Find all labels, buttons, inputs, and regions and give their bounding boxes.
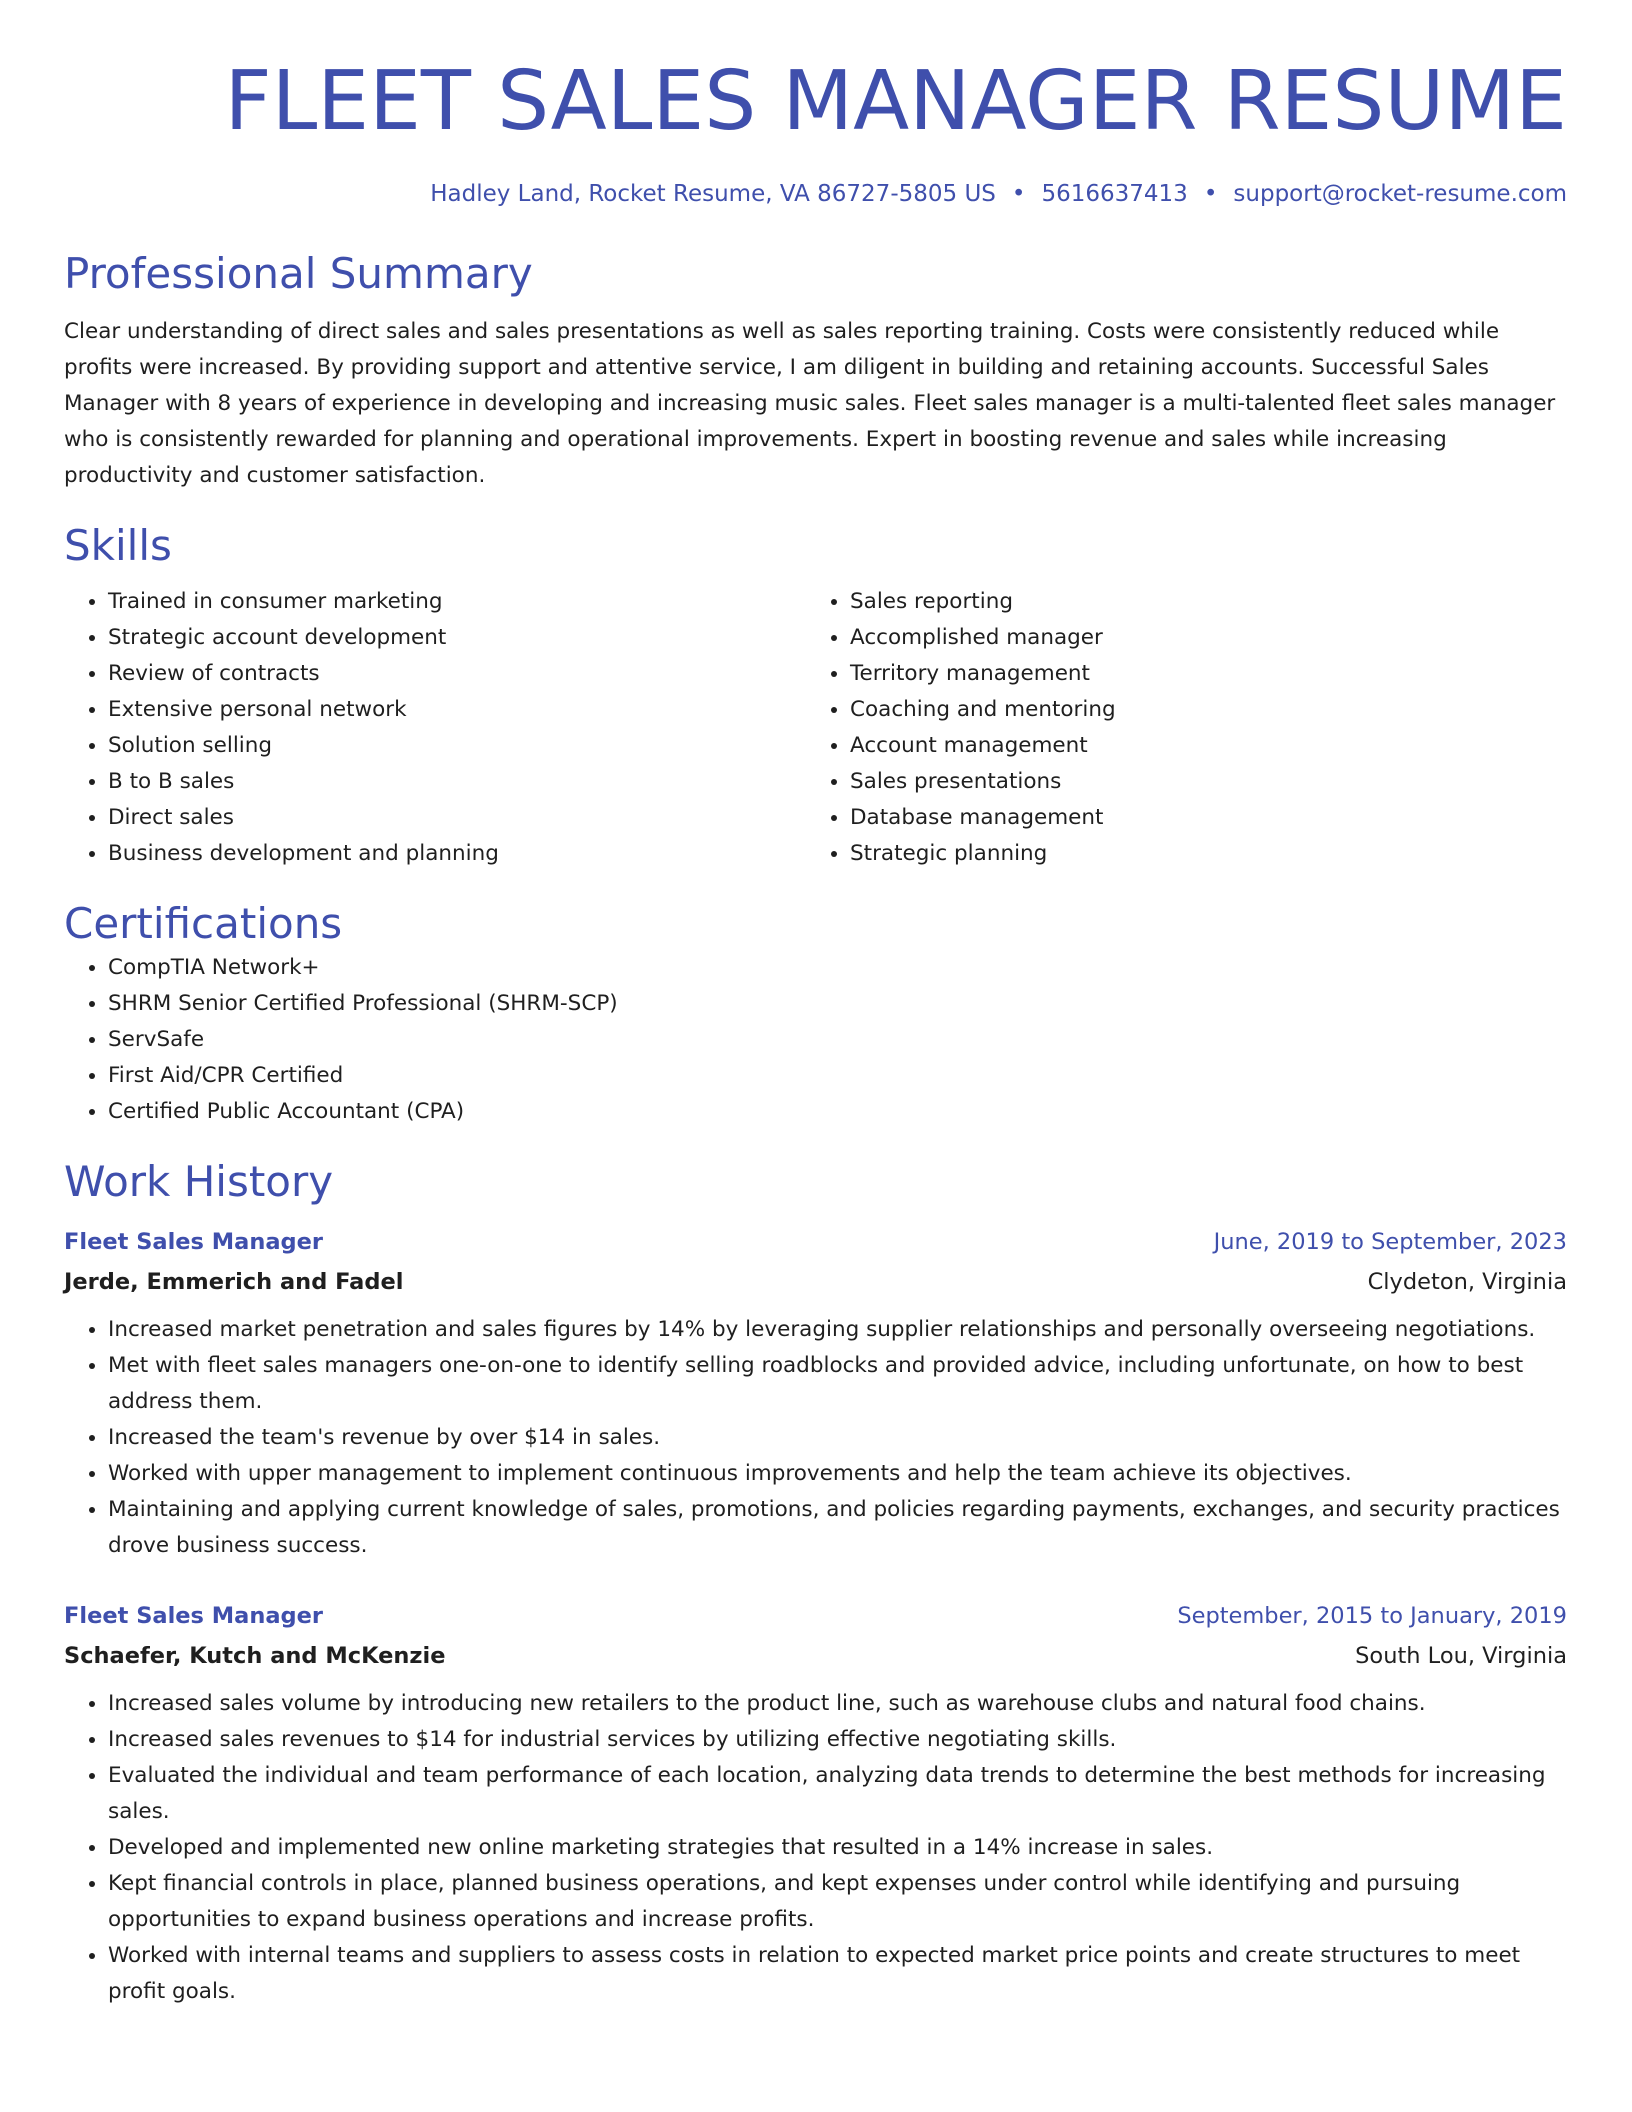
skill-item: • Business development and planning — [108, 836, 806, 872]
skill-item: • Sales reporting — [850, 584, 1548, 620]
job-bullet: • Maintaining and applying current knowledge of sales, promotions, and policies regarding payments, exchanges, and security practices drove business success. — [108, 1492, 1567, 1564]
skills-column-left — [64, 584, 806, 872]
contact-email[interactable]: support@rocket-resume.com — [1233, 181, 1567, 207]
job-dates: June, 2019 to September, 2023 — [1213, 1229, 1567, 1255]
contact-separator: • — [1203, 181, 1218, 207]
skill-item: • Direct sales — [108, 800, 806, 836]
contact-line — [64, 178, 1567, 210]
certifications-heading: Certifications — [64, 899, 343, 948]
certification-item: • ServSafe — [108, 1022, 1567, 1058]
job-bullet: • Kept financial controls in place, planned business operations, and kept expenses under control while identifying and pursuing opportunities to expand business operations and increase profits. — [108, 1866, 1567, 1938]
job-bullet: • Worked with upper management to implement continuous improvements and help the team achieve its objectives. — [108, 1456, 1567, 1492]
skill-item: • Extensive personal network — [108, 692, 806, 728]
certifications-list — [64, 950, 1567, 1130]
page-title: FLEET SALES MANAGER RESUME — [224, 54, 1567, 149]
contact-separator: • — [1011, 181, 1026, 207]
skill-item: • Coaching and mentoring — [850, 692, 1548, 728]
job-dates: September, 2015 to January, 2019 — [1177, 1603, 1567, 1629]
job-bullet: • Increased sales revenues to $14 for industrial services by utilizing effective negotiating skills. — [108, 1722, 1567, 1758]
job-company-row — [64, 1636, 1567, 1676]
certification-item: • SHRM Senior Certified Professional (SHRM-SCP) — [108, 986, 1567, 1022]
job-bullets — [64, 1312, 1567, 1564]
skills-column-right — [806, 584, 1548, 872]
job-bullet: • Increased sales volume by introducing new retailers to the product line, such as warehouse clubs and natural food chains. — [108, 1686, 1567, 1722]
job-location: Clydeton, Virginia — [1367, 1269, 1567, 1295]
job-location: South Lou, Virginia — [1355, 1643, 1567, 1669]
skill-item: • Solution selling — [108, 728, 806, 764]
job-bullet: • Met with fleet sales managers one-on-one to identify selling roadblocks and provided advice, including unfortunate, on how to best address them. — [108, 1348, 1567, 1420]
job-bullet: • Worked with internal teams and suppliers to assess costs in relation to expected market price points and create structures to meet profit goals. — [108, 1938, 1567, 2010]
job-title-row — [64, 1596, 1567, 1636]
job-company-row — [64, 1262, 1567, 1302]
resume-page — [64, 0, 1567, 2010]
job-bullet: • Increased market penetration and sales figures by 14% by leveraging supplier relationships and personally overseeing negotiations. — [108, 1312, 1567, 1348]
skill-item: • Database management — [850, 800, 1548, 836]
job-bullets — [64, 1686, 1567, 2010]
job-title: Fleet Sales Manager — [64, 1603, 324, 1629]
job-entry — [64, 1596, 1567, 2010]
skill-item: • B to B sales — [108, 764, 806, 800]
job-bullet: • Evaluated the individual and team performance of each location, analyzing data trends to determine the best methods for increasing sales. — [108, 1758, 1567, 1830]
skill-item: • Review of contracts — [108, 656, 806, 692]
skill-item: • Accomplished manager — [850, 620, 1548, 656]
skill-item: • Strategic planning — [850, 836, 1548, 872]
certification-item: • Certified Public Accountant (CPA) — [108, 1094, 1567, 1130]
job-bullet: • Developed and implemented new online marketing strategies that resulted in a 14% increase in sales. — [108, 1830, 1567, 1866]
certification-item: • CompTIA Network+ — [108, 950, 1567, 986]
job-bullet: • Increased the team's revenue by over $14 in sales. — [108, 1420, 1567, 1456]
work-history-heading: Work History — [64, 1157, 334, 1206]
summary-text: Clear understanding of direct sales and sales presentations as well as sales reporting training. Costs were consistently reduced while profits were increased. By providing support and attentive service, I am diligent in building and retaining accounts. Successful Sales Manager with 8 years of experience in developing and increasing music sales. Fleet sales manager is a multi-talented fleet sales manager who is consistently rewarded for planning and operational improvements. Expert in boosting revenue and sales while increasing productivity and customer satisfaction. — [64, 319, 1556, 488]
job-title-row — [64, 1222, 1567, 1262]
certification-item: • First Aid/CPR Certified — [108, 1058, 1567, 1094]
contact-phone[interactable]: 5616637413 — [1041, 181, 1188, 207]
summary-heading: Professional Summary — [64, 249, 533, 298]
skills-list — [64, 584, 1567, 872]
skills-heading: Skills — [64, 521, 172, 570]
contact-address: Hadley Land, Rocket Resume, VA 86727-5805 US — [430, 181, 996, 207]
skill-item: • Strategic account development — [108, 620, 806, 656]
job-company: Schaefer, Kutch and McKenzie — [64, 1643, 446, 1669]
skill-item: • Trained in consumer marketing — [108, 584, 806, 620]
job-entry — [64, 1222, 1567, 1564]
job-title: Fleet Sales Manager — [64, 1229, 324, 1255]
resume-header — [64, 0, 1567, 210]
skill-item: • Account management — [850, 728, 1548, 764]
job-company: Jerde, Emmerich and Fadel — [64, 1269, 404, 1295]
skill-item: • Sales presentations — [850, 764, 1548, 800]
skill-item: • Territory management — [850, 656, 1548, 692]
